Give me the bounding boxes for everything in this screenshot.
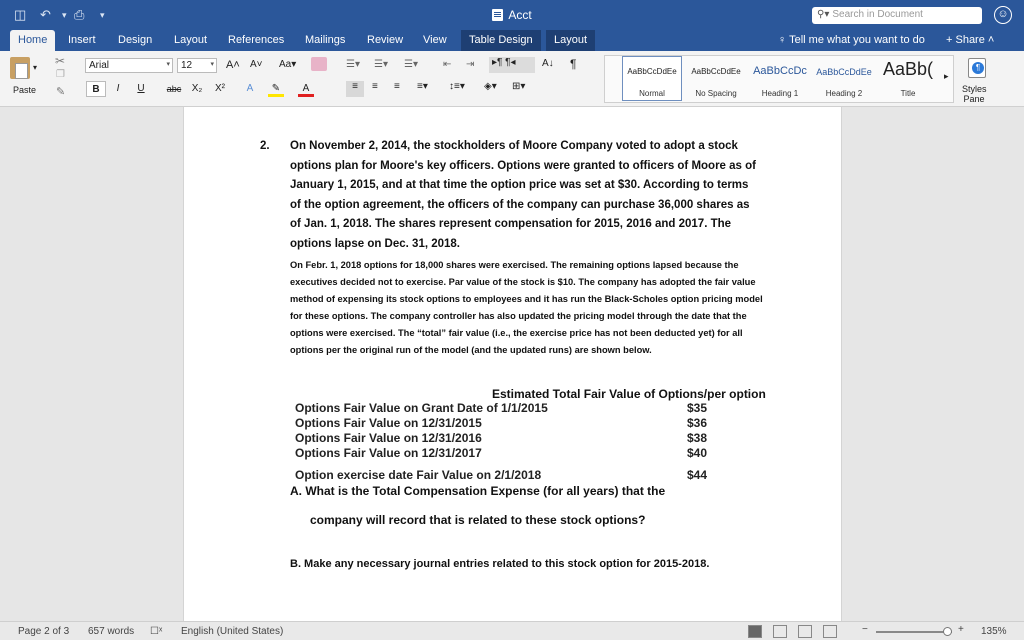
align-left-button[interactable]: ≡ (346, 81, 364, 97)
italic-button[interactable]: I (116, 83, 120, 94)
item-number: 2. (260, 140, 270, 152)
font-color-icon[interactable]: A (298, 81, 314, 97)
share-label: Share (955, 34, 985, 46)
styles-pane-label[interactable]: Styles Pane (962, 84, 987, 104)
proofing-icon[interactable]: ☐ˣ (150, 626, 163, 637)
row-value: $36 (686, 416, 707, 430)
paste-dropdown-icon[interactable]: ▾ (33, 63, 38, 72)
word-count[interactable]: 657 words (88, 626, 135, 637)
shrink-font-icon[interactable]: A˅ (250, 59, 263, 70)
shading-icon[interactable]: ◈▾ (484, 81, 497, 92)
strikethrough-button[interactable]: abc (166, 84, 182, 94)
language[interactable]: English (United States) (181, 626, 284, 637)
underline-button[interactable]: U (137, 83, 145, 94)
details-paragraph: On Febr. 1, 2018 options for 18,000 shares were exercised. The remaining options lapsed because the executives decided not to exercise. Par value of the stock is $10. The company has adopted the fair value method of expensing its stock options to employees and it has run the Black-Scholes option pricing model for these options. The company controller has also updated the pricing model through the date that the options were exercised. The “total” fair value (i.e., the exercise price has not been deducted yet) for all options per the original run of the model (and the updated runs) are shown below. (290, 260, 763, 355)
style-sample: AaBbCcDdEe (627, 67, 677, 76)
tab-layout[interactable]: Layout (174, 34, 208, 46)
style-name: Heading 1 (761, 89, 799, 98)
cut-icon[interactable]: ✂ (55, 54, 66, 68)
feedback-smiley-icon[interactable]: ☺ (994, 6, 1012, 24)
tell-me-text: Tell me what you want to do (789, 34, 925, 46)
row-label: Options Fair Value on 12/31/2016 (295, 431, 482, 445)
sort-icon[interactable]: A↓ (542, 58, 554, 69)
sidebar-toggle-icon[interactable]: ◫ (14, 7, 27, 22)
zoom-level[interactable]: 135% (981, 626, 1007, 637)
copy-icon[interactable]: ❐ (56, 69, 65, 80)
subscript-button[interactable]: X₂ (191, 83, 203, 94)
customize-toolbar-icon[interactable]: ▾ (100, 10, 105, 20)
style-no-spacing[interactable] (686, 56, 746, 101)
document-icon (492, 9, 503, 21)
zoom-slider-handle[interactable] (943, 627, 952, 636)
share-button[interactable] (946, 34, 994, 46)
style-normal[interactable] (622, 56, 682, 101)
align-right-button[interactable]: ≡ (394, 81, 400, 92)
tab-review[interactable]: Review (367, 34, 404, 46)
styles-pane-icon[interactable] (968, 58, 986, 78)
numbering-icon[interactable]: ☰▾ (374, 59, 388, 70)
multilevel-list-icon[interactable]: ☰▾ (404, 59, 418, 70)
document-page[interactable] (183, 107, 842, 621)
question-b: B. Make any necessary journal entries related to this stock option for 2015-2018. (290, 558, 710, 570)
web-layout-view-icon[interactable] (773, 625, 787, 638)
font-name-value: Arial (89, 60, 110, 71)
fair-value-table-header: Estimated Total Fair Value of Options/per option (492, 387, 766, 401)
table-row (295, 431, 707, 446)
show-formatting-icon[interactable]: ¶ (570, 57, 577, 71)
row-value: $35 (686, 401, 707, 415)
zoom-out-icon[interactable]: − (862, 624, 868, 635)
clear-formatting-icon[interactable] (311, 57, 327, 71)
table-row (295, 401, 707, 416)
paste-icon[interactable] (10, 57, 30, 79)
bold-button[interactable]: B (86, 81, 106, 97)
style-name: Normal (639, 89, 665, 98)
borders-icon[interactable]: ⊞▾ (512, 81, 526, 92)
row-value: $38 (686, 431, 707, 445)
search-document-input[interactable] (812, 7, 982, 24)
justify-button[interactable]: ≡▾ (417, 81, 428, 92)
print-layout-view-icon[interactable] (748, 625, 762, 638)
style-sample: AaBbCcDc (753, 65, 807, 77)
style-name: Title (900, 89, 916, 98)
tab-table-layout[interactable]: Layout (546, 30, 595, 51)
tab-references[interactable]: References (228, 34, 285, 46)
style-sample: AaBb( (882, 59, 934, 79)
line-spacing-icon[interactable]: ↕≡▾ (449, 81, 465, 92)
problem-paragraph: On November 2, 2014, the stockholders of Moore Company voted to adopt a stock options plan for Moore's key officers. Options were granted to officers of Moore as of January 1, 2015, and at that time the option price was set at $30. According to terms of the option agreement, the officers of the company can purchase 36,000 shares as of Jan. 1, 2018. The shares represent compensation for 2015, 2016 and 2017. The options lapse on Dec. 31, 2018. (290, 140, 756, 250)
add-person-icon: + (946, 34, 956, 46)
tab-mailings[interactable]: Mailings (305, 34, 346, 46)
style-sample: AaBbCcDdEe (691, 67, 741, 76)
row-label: Options Fair Value on 12/31/2017 (295, 446, 482, 460)
font-size-select[interactable] (177, 58, 217, 73)
style-name: Heading 2 (825, 89, 863, 98)
table-row (295, 416, 707, 431)
align-center-button[interactable]: ≡ (372, 81, 378, 92)
zoom-slider-track[interactable] (876, 631, 952, 633)
table-row (295, 446, 707, 461)
gallery-next-icon[interactable]: ▸ (944, 71, 949, 81)
tab-home[interactable]: Home (10, 30, 55, 51)
outline-view-icon[interactable] (798, 625, 812, 638)
document-area (0, 107, 1024, 621)
tab-design[interactable]: Design (118, 34, 153, 46)
print-icon[interactable]: ⎙ (74, 7, 85, 22)
ribbon (0, 51, 1024, 107)
window-title-text: Acct (508, 8, 532, 22)
style-name: No Spacing (695, 89, 737, 98)
tab-insert[interactable]: Insert (68, 34, 96, 46)
text-effects-icon[interactable]: A (246, 83, 254, 94)
chevron-down-icon: ▾ (166, 61, 170, 68)
draft-view-icon[interactable] (823, 625, 837, 638)
increase-indent-icon[interactable]: ⇥ (466, 59, 475, 70)
row-label: Options Fair Value on 12/31/2015 (295, 416, 482, 430)
format-painter-icon[interactable]: ✎ (56, 86, 66, 98)
page-count[interactable]: Page 2 of 3 (18, 626, 70, 637)
undo-dropdown-icon[interactable]: ▾ (62, 10, 67, 20)
undo-icon[interactable]: ↶ (40, 7, 51, 22)
fair-value-table (295, 401, 707, 461)
grow-font-icon[interactable]: A˄ (226, 59, 240, 71)
question-a-continued: company will record that is related to these stock options? (310, 513, 646, 527)
font-size-value: 12 (181, 60, 193, 71)
tab-table-design[interactable]: Table Design (461, 30, 541, 51)
search-placeholder: Search in Document (832, 9, 923, 20)
exercise-row (295, 468, 707, 482)
style-sample: AaBbCcDdEe (816, 67, 872, 77)
zoom-in-icon[interactable]: + (958, 624, 964, 635)
tab-view[interactable]: View (423, 34, 447, 46)
superscript-button[interactable]: X² (215, 83, 225, 94)
decrease-indent-icon[interactable]: ⇤ (443, 59, 452, 70)
tell-me-box[interactable] (778, 34, 925, 46)
title-bar (0, 0, 1024, 30)
collapse-ribbon-icon[interactable]: ˄ (984, 34, 995, 46)
font-name-select[interactable] (85, 58, 173, 73)
paste-label: Paste (13, 85, 37, 95)
style-heading-2[interactable] (814, 56, 874, 101)
lightbulb-icon: ♀ (778, 34, 790, 46)
highlight-icon[interactable]: ✎ (268, 81, 284, 97)
exercise-value: $44 (686, 468, 707, 482)
exercise-label: Option exercise date Fair Value on 2/1/2018 (295, 468, 542, 482)
search-icon: ⚲▾ (817, 9, 830, 20)
change-case-icon[interactable]: Aa▾ (279, 59, 297, 70)
chevron-down-icon: ▾ (210, 61, 214, 68)
question-a: A. What is the Total Compensation Expense (for all years) that the (290, 484, 666, 498)
ribbon-tabs (0, 30, 1024, 51)
status-bar (0, 621, 1024, 640)
style-title[interactable] (878, 56, 938, 101)
row-label: Options Fair Value on Grant Date of 1/1/2015 (295, 401, 548, 415)
row-value: $40 (686, 446, 707, 460)
style-heading-1[interactable] (750, 56, 810, 101)
bullets-icon[interactable]: ☰▾ (346, 59, 360, 70)
text-direction-icon[interactable]: ▸¶ ¶◂ (489, 57, 535, 73)
